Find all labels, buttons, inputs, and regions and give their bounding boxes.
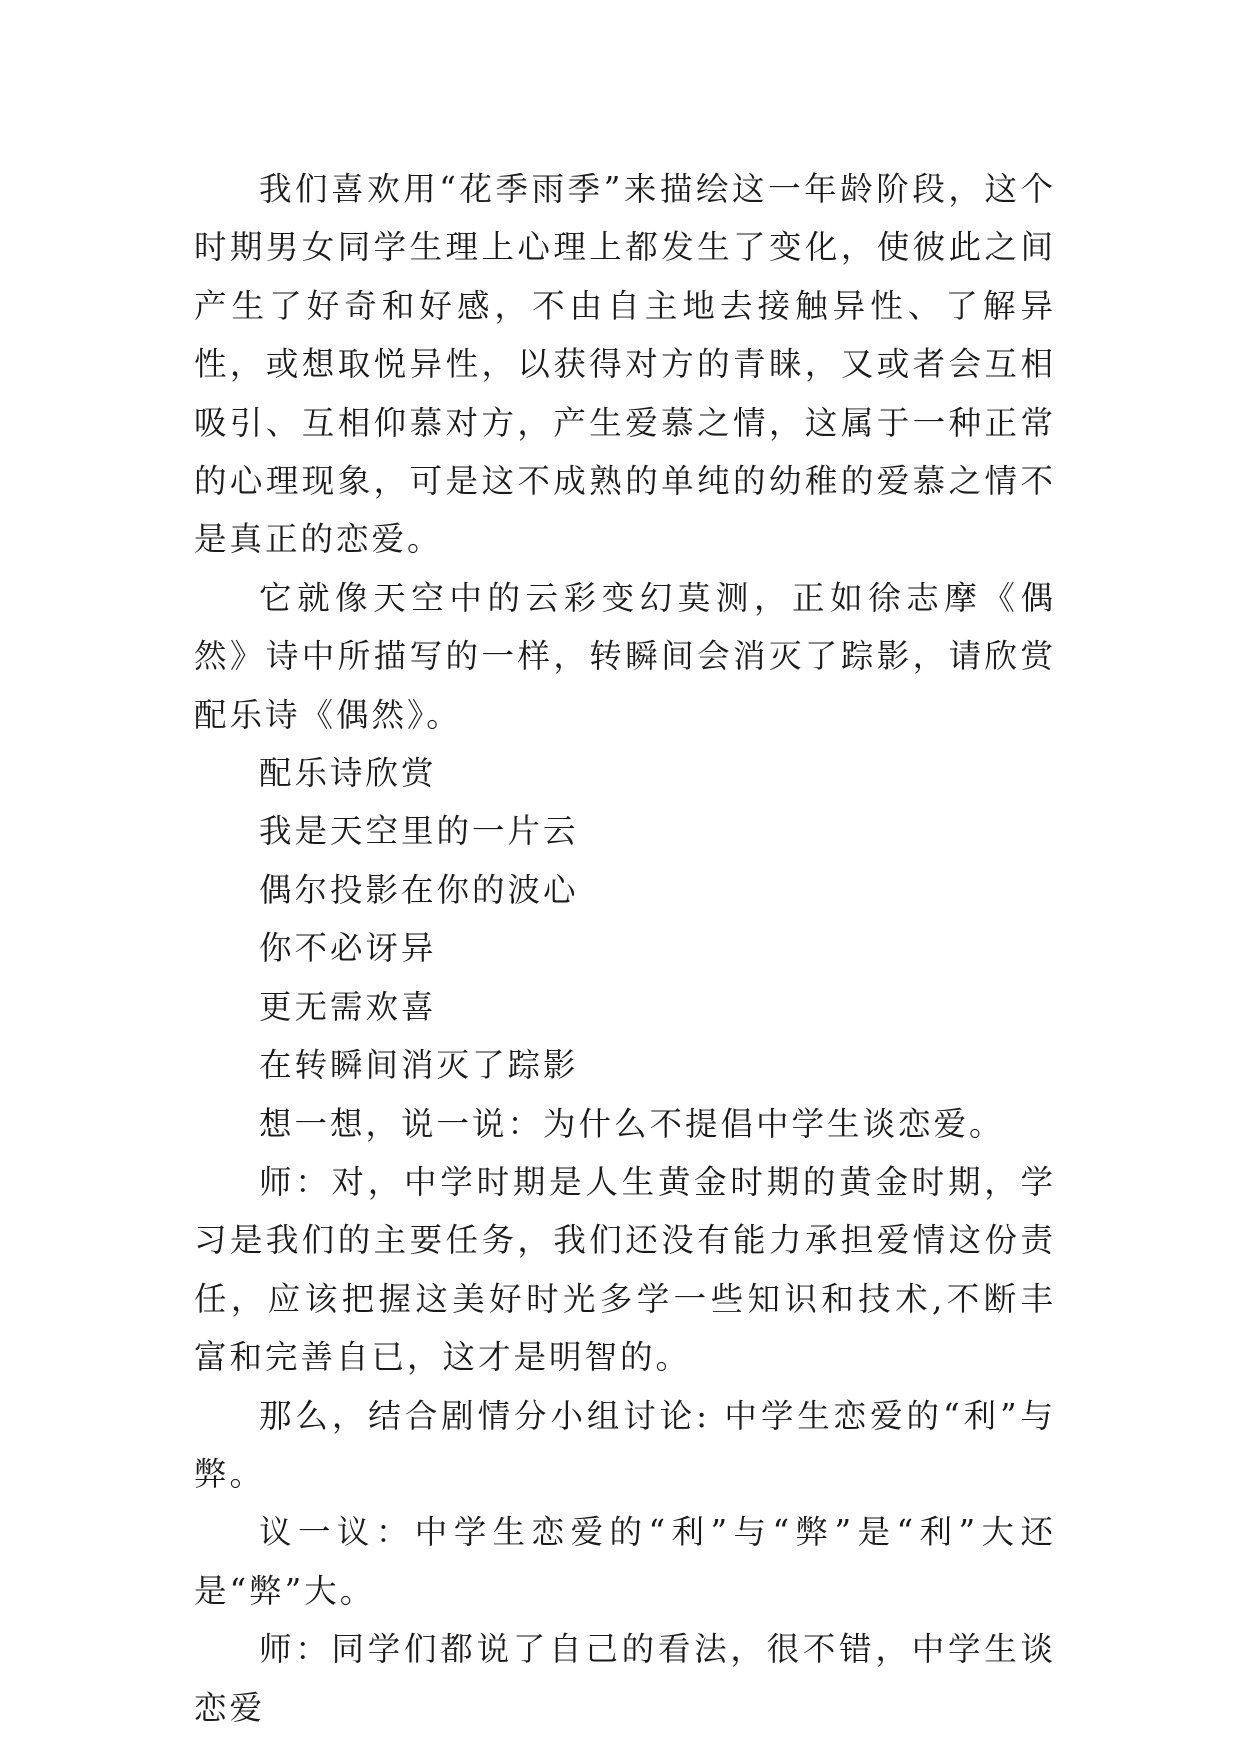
paragraph: 师：对，中学时期是人生黄金时期的黄金时期，学习是我们的主要任务，我们还没有能力承担爱情这份责任，应该把握这美好时光多学一些知识和技术,不断丰富和完善自已，这才是明智的。: [194, 1162, 1056, 1377]
paragraph: 那么，结合剧情分小组讨论: 中学生恋爱的“利”与弊。: [194, 1396, 1056, 1493]
document-body: [194, 160, 1056, 1737]
paragraph: 它就像天空中的云彩变幻莫测，正如徐志摩《偶然》诗中所描写的一样，转瞬间会消灭了踪影，请欣赏配乐诗《偶然》。: [194, 578, 1056, 734]
poem-line: 在转瞬间消灭了踪影: [259, 1046, 579, 1085]
paragraph: 想一想，说一说：为什么不提倡中学生谈恋爱。: [259, 1104, 1005, 1143]
poem-line: 我是天空里的一片云: [259, 812, 579, 851]
paragraph: 议一议：中学生恋爱的“利”与“弊”是“利”大还是“弊”大。: [194, 1513, 1056, 1610]
poem-line: 偶尔投影在你的波心: [259, 870, 579, 909]
poem-line: 你不必讶异: [259, 929, 437, 968]
poem-line: 更无需欢喜: [259, 987, 437, 1026]
paragraph: 师：同学们都说了自己的看法，很不错，中学生谈恋爱: [194, 1630, 1056, 1727]
poem-heading: 配乐诗欣赏: [259, 754, 437, 793]
paragraph: 我们喜欢用“花季雨季”来描绘这一年龄阶段，这个时期男女同学生理上心理上都发生了变化，使彼此之间产生了好奇和好感，不由自主地去接触异性、了解异性，或想取悦异性，以获得对方的青睐，又或者会互相吸引、互相仰慕对方，产生爱慕之情，这属于一种正常的心理现象，可是这不成熟的单纯的幼稚的爱慕之情不是真正的恋爱。: [194, 170, 1056, 559]
